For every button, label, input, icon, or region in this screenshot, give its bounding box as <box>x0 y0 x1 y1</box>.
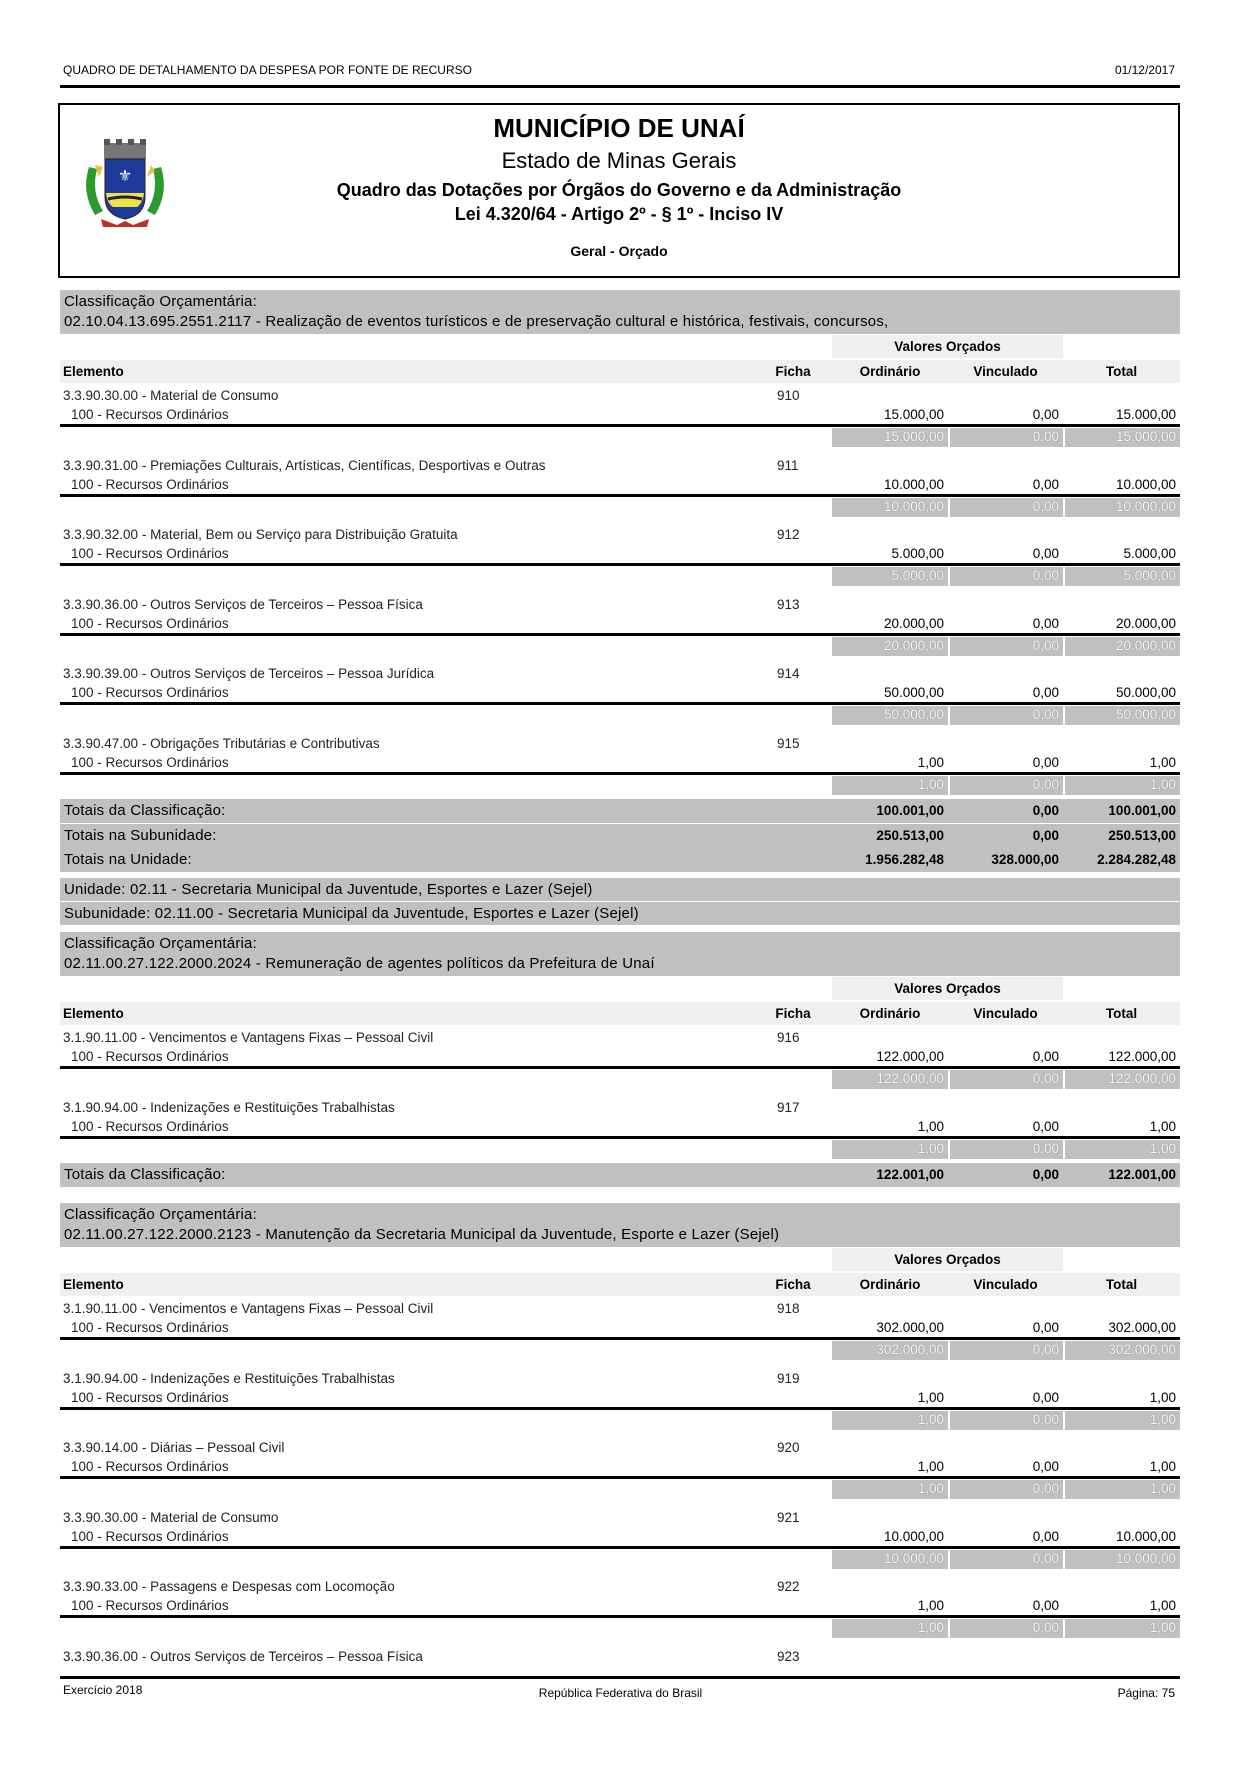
totals-row <box>60 824 1180 848</box>
subtotal-cell <box>950 1341 1063 1360</box>
element-ficha: 918 <box>777 1301 800 1316</box>
element-ficha: 921 <box>777 1509 800 1525</box>
classification-code: 02.11.00.27.122.2000.2123 - Manutenção da Secretaria Municipal da Juventude, Esporte e Lazer (Sejel) <box>64 1226 780 1243</box>
totals-vinculado: 0,00 <box>1032 1167 1059 1182</box>
column-header-vinculado: Vinculado <box>973 364 1038 379</box>
value-total: 122.000,00 <box>1108 1049 1176 1064</box>
subunidade-band <box>60 902 1180 925</box>
resource-source: 100 - Recursos Ordinários <box>71 1598 229 1613</box>
element-description: 3.3.90.36.00 - Outros Serviços de Terceiros – Pessoa Física <box>63 1648 423 1664</box>
subtotal-value: 0,00 <box>1032 429 1059 444</box>
totals-label: Totais na Subunidade: <box>64 827 217 844</box>
municipality-title: MUNICÍPIO DE UNAÍ <box>493 113 745 143</box>
value-ordinario: 50.000,00 <box>883 685 944 700</box>
value-total: 302.000,00 <box>1108 1320 1176 1335</box>
state-title: Estado de Minas Gerais <box>501 148 737 173</box>
subtotal-value: 10.000,00 <box>1115 1550 1176 1566</box>
values-group-header: Valores Orçados <box>894 339 1001 354</box>
value-total: 5.000,00 <box>1123 546 1176 561</box>
totals-total: 250.513,00 <box>1108 828 1176 843</box>
subtotal-cell <box>950 1550 1063 1569</box>
subtotal-value: 0,00 <box>1032 1342 1059 1357</box>
header-rule <box>60 85 1180 88</box>
value-vinculado: 0,00 <box>1032 1049 1059 1064</box>
subtotal-cell <box>1065 1341 1180 1360</box>
resource-source: 100 - Recursos Ordinários <box>71 1459 229 1474</box>
classification-label: Classificação Orçamentária: <box>64 935 257 952</box>
element-description: 3.1.90.94.00 - Indenizações e Restituições Trabalhistas <box>63 1370 395 1386</box>
value-total: 50.000,00 <box>1115 685 1176 700</box>
value-vinculado: 0,00 <box>1032 476 1059 492</box>
subtotal-cell <box>950 637 1063 656</box>
column-header-total: Total <box>1105 1277 1138 1292</box>
value-vinculado: 0,00 <box>1032 1598 1059 1613</box>
row-rule <box>60 1546 1180 1549</box>
resource-source: 100 - Recursos Ordinários <box>71 476 229 492</box>
value-vinculado: 0,00 <box>1032 615 1059 631</box>
subtotal-value: 302.000,00 <box>1108 1342 1176 1357</box>
report-title: Quadro das Dotações por Órgãos do Governo e da Administração <box>336 180 902 200</box>
subtotal-value: 20.000,00 <box>883 637 944 653</box>
subtotal-cell <box>832 637 948 656</box>
subtotal-cell <box>832 1480 948 1499</box>
element-description: 3.3.90.32.00 - Material, Bem ou Serviço para Distribuição Gratuita <box>63 527 458 542</box>
values-group-header: Valores Orçados <box>894 1252 1001 1267</box>
element-description: 3.3.90.31.00 - Premiações Culturais, Artísticas, Científicas, Desportivas e Outras <box>63 457 546 473</box>
value-total: 1,00 <box>1149 1118 1176 1134</box>
subtotal-cell <box>1065 1411 1180 1430</box>
subtotal-value: 302.000,00 <box>876 1342 944 1357</box>
subtotal-value: 20.000,00 <box>1115 637 1176 653</box>
row-rule <box>60 424 1180 427</box>
report-header-title: QUADRO DE DETALHAMENTO DA DESPESA POR FONTE DE RECURSO <box>63 63 472 77</box>
row-rule <box>60 563 1180 566</box>
subtotal-value: 1,00 <box>1149 1140 1176 1156</box>
totals-ordinario: 250.513,00 <box>876 828 944 843</box>
resource-source: 100 - Recursos Ordinários <box>71 1389 229 1405</box>
subtotal-value: 1,00 <box>917 1620 944 1635</box>
column-header-ordinario: Ordinário <box>859 1277 921 1292</box>
classification-band <box>60 1203 1180 1247</box>
subtotal-value: 122.000,00 <box>1108 1071 1176 1086</box>
subtotal-cell <box>950 776 1063 795</box>
column-header-vinculado: Vinculado <box>973 1006 1038 1021</box>
resource-source: 100 - Recursos Ordinários <box>71 1049 229 1064</box>
unidade-band <box>60 878 1180 901</box>
element-description: 3.3.90.39.00 - Outros Serviços de Terceiros – Pessoa Jurídica <box>63 666 435 681</box>
element-ficha: 910 <box>777 388 800 403</box>
subtotal-value: 0,00 <box>1032 1411 1059 1427</box>
value-total: 1,00 <box>1149 754 1176 770</box>
row-rule <box>60 1066 1180 1069</box>
subtotal-value: 15.000,00 <box>883 429 944 444</box>
element-ficha: 916 <box>777 1030 800 1045</box>
subtotal-value: 0,00 <box>1032 707 1059 722</box>
subtotal-cell <box>950 1140 1063 1159</box>
subtotal-value: 15.000,00 <box>1115 429 1176 444</box>
subtotal-value: 50.000,00 <box>1115 707 1176 722</box>
row-rule <box>60 772 1180 775</box>
title-box <box>58 103 1180 278</box>
subtotal-cell <box>1065 567 1180 586</box>
row-rule <box>60 494 1180 497</box>
totals-total: 2.284.282,48 <box>1097 852 1176 867</box>
subtotal-cell <box>950 1480 1063 1499</box>
classification-band <box>60 932 1180 976</box>
value-ordinario: 302.000,00 <box>876 1320 944 1335</box>
classification-label: Classificação Orçamentária: <box>64 293 257 310</box>
value-ordinario: 1,00 <box>917 1389 944 1405</box>
subtotal-cell <box>832 1140 948 1159</box>
subunidade-label: Subunidade: 02.11.00 - Secretaria Municipal da Juventude, Esportes e Lazer (Sejel) <box>64 905 639 922</box>
report-scope: Geral - Orçado <box>570 243 668 259</box>
subtotal-cell <box>1065 776 1180 795</box>
law-reference: Lei 4.320/64 - Artigo 2º - § 1º - Inciso IV <box>454 204 784 224</box>
subtotal-cell <box>950 567 1063 586</box>
value-total: 1,00 <box>1149 1459 1176 1474</box>
totals-vinculado: 0,00 <box>1032 803 1059 818</box>
subtotal-value: 0,00 <box>1032 1140 1059 1156</box>
row-rule <box>60 702 1180 705</box>
value-ordinario: 10.000,00 <box>883 476 944 492</box>
element-description: 3.1.90.11.00 - Vencimentos e Vantagens Fixas – Pessoal Civil <box>63 1301 434 1316</box>
column-header-elemento: Elemento <box>63 364 124 379</box>
subtotal-value: 0,00 <box>1032 1550 1059 1566</box>
subtotal-cell <box>1065 637 1180 656</box>
subtotal-cell <box>950 1619 1063 1638</box>
resource-source: 100 - Recursos Ordinários <box>71 1118 229 1134</box>
value-vinculado: 0,00 <box>1032 754 1059 770</box>
subtotal-cell <box>832 1411 948 1430</box>
row-rule <box>60 1407 1180 1410</box>
subtotal-cell <box>950 498 1063 517</box>
value-vinculado: 0,00 <box>1032 685 1059 700</box>
subtotal-value: 5.000,00 <box>1123 568 1176 583</box>
value-total: 10.000,00 <box>1115 1528 1176 1544</box>
classification-label: Classificação Orçamentária: <box>64 1206 257 1223</box>
subtotal-value: 50.000,00 <box>883 707 944 722</box>
value-ordinario: 122.000,00 <box>876 1049 944 1064</box>
resource-source: 100 - Recursos Ordinários <box>71 1528 229 1544</box>
subtotal-cell <box>832 1550 948 1569</box>
row-rule <box>60 633 1180 636</box>
subtotal-cell <box>950 1070 1063 1089</box>
subtotal-cell <box>832 706 948 725</box>
subtotal-value: 10.000,00 <box>883 498 944 514</box>
column-header-vinculado: Vinculado <box>973 1277 1038 1292</box>
totals-ordinario: 1.956.282,48 <box>865 852 944 867</box>
subtotal-value: 0,00 <box>1032 498 1059 514</box>
subtotal-cell <box>1065 706 1180 725</box>
report-date: 01/12/2017 <box>1114 63 1175 77</box>
subtotal-cell <box>1065 1550 1180 1569</box>
value-total: 10.000,00 <box>1115 476 1176 492</box>
subtotal-value: 1,00 <box>917 1481 944 1496</box>
element-description: 3.3.90.14.00 - Diárias – Pessoal Civil <box>63 1440 285 1455</box>
value-ordinario: 10.000,00 <box>883 1528 944 1544</box>
totals-vinculado: 328.000,00 <box>991 852 1059 867</box>
totals-ordinario: 122.001,00 <box>876 1167 944 1182</box>
totals-total: 100.001,00 <box>1108 803 1176 818</box>
element-ficha: 911 <box>777 457 799 473</box>
subtotal-value: 1,00 <box>917 1411 944 1427</box>
subtotal-value: 10.000,00 <box>1115 498 1176 514</box>
totals-label: Totais da Classificação: <box>64 802 226 819</box>
subtotal-cell <box>950 1411 1063 1430</box>
subtotal-cell <box>950 706 1063 725</box>
subtotal-value: 0,00 <box>1032 1071 1059 1086</box>
element-ficha: 915 <box>777 735 800 751</box>
subtotal-value: 10.000,00 <box>883 1550 944 1566</box>
column-header-elemento: Elemento <box>63 1277 124 1292</box>
column-header-ficha: Ficha <box>775 1277 811 1292</box>
element-ficha: 923 <box>777 1648 800 1664</box>
element-description: 3.1.90.94.00 - Indenizações e Restituições Trabalhistas <box>63 1099 395 1115</box>
subtotal-cell <box>832 498 948 517</box>
footer-rule <box>60 1676 1180 1679</box>
subtotal-value: 1,00 <box>1149 1411 1176 1427</box>
subtotal-cell <box>832 1070 948 1089</box>
subtotal-cell <box>832 428 948 447</box>
value-ordinario: 5.000,00 <box>891 546 944 561</box>
value-ordinario: 15.000,00 <box>883 407 944 422</box>
subtotal-cell <box>1065 428 1180 447</box>
subtotal-cell <box>1065 1619 1180 1638</box>
footer-exercise: Exercício 2018 <box>63 1683 143 1697</box>
classification-code: 02.11.00.27.122.2000.2024 - Remuneração de agentes políticos da Prefeitura de Unaí <box>64 955 655 972</box>
resource-source: 100 - Recursos Ordinários <box>71 685 229 700</box>
column-header-total: Total <box>1105 364 1138 379</box>
column-header-ordinario: Ordinário <box>859 1006 921 1021</box>
value-ordinario: 20.000,00 <box>883 615 944 631</box>
value-vinculado: 0,00 <box>1032 407 1059 422</box>
row-rule <box>60 1615 1180 1618</box>
subtotal-cell <box>1065 1140 1180 1159</box>
subtotal-cell <box>832 567 948 586</box>
value-ordinario: 1,00 <box>917 754 944 770</box>
element-description: 3.3.90.47.00 - Obrigações Tributárias e Contributivas <box>63 735 380 751</box>
element-ficha: 920 <box>777 1440 800 1455</box>
row-rule <box>60 1476 1180 1479</box>
value-total: 1,00 <box>1149 1389 1176 1405</box>
element-ficha: 913 <box>777 596 800 612</box>
footer-page-number: Página: 75 <box>1117 1686 1175 1700</box>
element-description: 3.1.90.11.00 - Vencimentos e Vantagens Fixas – Pessoal Civil <box>63 1030 434 1045</box>
element-ficha: 922 <box>777 1579 800 1594</box>
subtotal-value: 0,00 <box>1032 568 1059 583</box>
totals-total: 122.001,00 <box>1108 1167 1176 1182</box>
value-total: 15.000,00 <box>1115 407 1176 422</box>
column-header-total: Total <box>1105 1006 1138 1021</box>
value-vinculado: 0,00 <box>1032 1118 1059 1134</box>
element-description: 3.3.90.36.00 - Outros Serviços de Terceiros – Pessoa Física <box>63 596 423 612</box>
resource-source: 100 - Recursos Ordinários <box>71 546 229 561</box>
footer-country: República Federativa do Brasil <box>538 1686 703 1700</box>
totals-row <box>60 848 1180 872</box>
subtotal-cell <box>832 1619 948 1638</box>
value-vinculado: 0,00 <box>1032 1320 1059 1335</box>
totals-row <box>60 799 1180 823</box>
subtotal-value: 1,00 <box>1149 1620 1176 1635</box>
subtotal-cell <box>832 1341 948 1360</box>
column-header-ordinario: Ordinário <box>859 364 921 379</box>
element-description: 3.3.90.33.00 - Passagens e Despesas com Locomoção <box>63 1579 395 1594</box>
column-header-ficha: Ficha <box>775 364 811 379</box>
element-description: 3.3.90.30.00 - Material de Consumo <box>63 1509 279 1525</box>
value-ordinario: 1,00 <box>917 1598 944 1613</box>
column-header-elemento: Elemento <box>63 1006 124 1021</box>
value-vinculado: 0,00 <box>1032 546 1059 561</box>
classification-code: 02.10.04.13.695.2551.2117 - Realização de eventos turísticos e de preservação cultural e histórica, festivais, concursos, <box>64 313 889 330</box>
subtotal-cell <box>1065 1070 1180 1089</box>
value-vinculado: 0,00 <box>1032 1459 1059 1474</box>
resource-source: 100 - Recursos Ordinários <box>71 1320 229 1335</box>
subtotal-value: 0,00 <box>1032 1481 1059 1496</box>
values-group-header: Valores Orçados <box>894 981 1001 996</box>
element-ficha: 914 <box>777 666 800 681</box>
subtotal-value: 1,00 <box>1149 776 1176 792</box>
resource-source: 100 - Recursos Ordinários <box>71 615 229 631</box>
value-ordinario: 1,00 <box>917 1459 944 1474</box>
subtotal-value: 5.000,00 <box>891 568 944 583</box>
column-header-ficha: Ficha <box>775 1006 811 1021</box>
totals-label: Totais da Classificação: <box>64 1166 226 1183</box>
row-rule <box>60 1337 1180 1340</box>
totals-label: Totais na Unidade: <box>64 851 192 868</box>
subtotal-value: 1,00 <box>917 776 944 792</box>
subtotal-value: 0,00 <box>1032 776 1059 792</box>
subtotal-value: 1,00 <box>1149 1481 1176 1496</box>
subtotal-cell <box>832 776 948 795</box>
value-total: 20.000,00 <box>1115 615 1176 631</box>
classification-band <box>60 290 1180 334</box>
totals-vinculado: 0,00 <box>1032 828 1059 843</box>
subtotal-value: 0,00 <box>1032 637 1059 653</box>
subtotal-cell <box>950 428 1063 447</box>
totals-ordinario: 100.001,00 <box>876 803 944 818</box>
element-ficha: 912 <box>777 527 800 542</box>
element-description: 3.3.90.30.00 - Material de Consumo <box>63 388 279 403</box>
svg-text:⚜: ⚜ <box>117 166 133 185</box>
value-total: 1,00 <box>1149 1598 1176 1613</box>
value-vinculado: 0,00 <box>1032 1389 1059 1405</box>
subtotal-value: 0,00 <box>1032 1620 1059 1635</box>
subtotal-value: 122.000,00 <box>876 1071 944 1086</box>
subtotal-cell <box>1065 498 1180 517</box>
subtotal-cell <box>1065 1480 1180 1499</box>
totals-row <box>60 1163 1180 1187</box>
row-rule <box>60 1136 1180 1139</box>
subtotal-value: 1,00 <box>917 1140 944 1156</box>
resource-source: 100 - Recursos Ordinários <box>71 407 229 422</box>
resource-source: 100 - Recursos Ordinários <box>71 754 229 770</box>
value-ordinario: 1,00 <box>917 1118 944 1134</box>
element-ficha: 919 <box>777 1370 800 1386</box>
unidade-label: Unidade: 02.11 - Secretaria Municipal da Juventude, Esportes e Lazer (Sejel) <box>64 881 593 898</box>
value-vinculado: 0,00 <box>1032 1528 1059 1544</box>
element-ficha: 917 <box>777 1099 800 1115</box>
